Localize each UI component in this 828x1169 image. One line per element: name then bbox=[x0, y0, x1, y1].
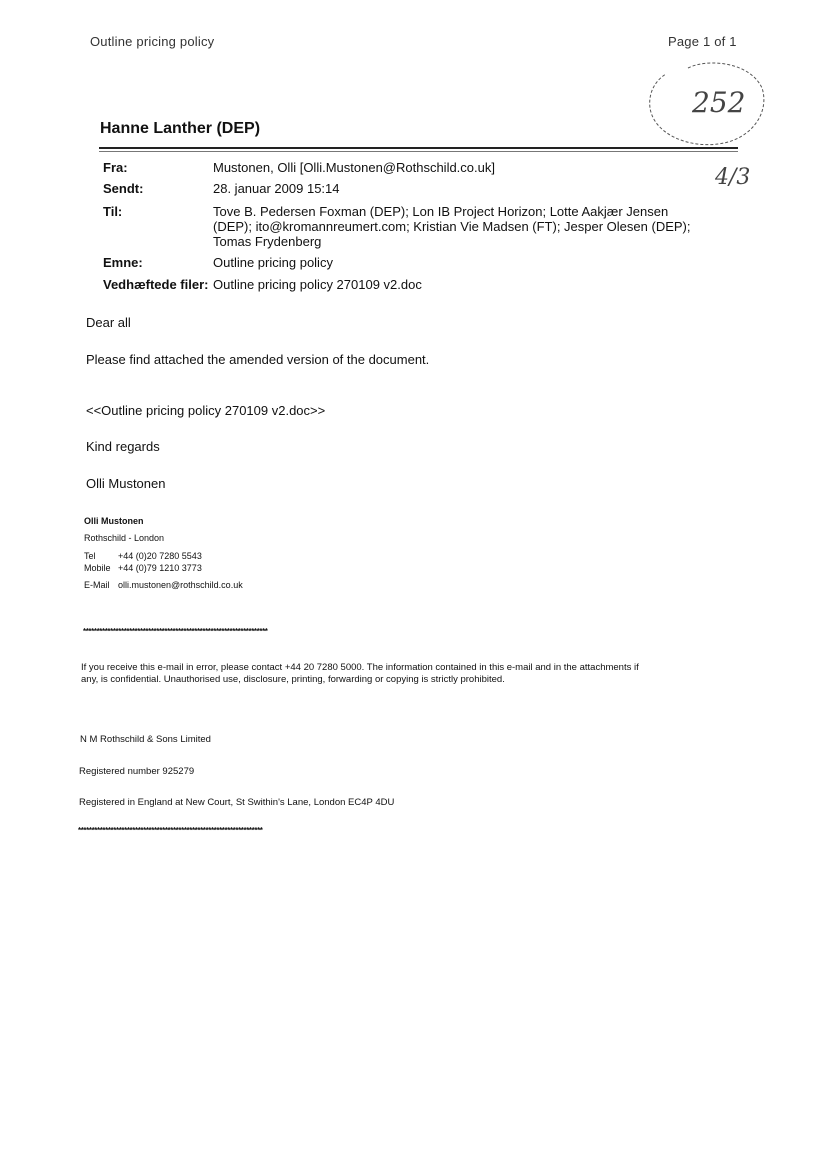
signature-tel bbox=[84, 551, 202, 561]
to-line-1: Tove B. Pedersen Foxman (DEP); Lon IB Project Horizon; Lotte Aakjær Jensen bbox=[213, 204, 669, 219]
registered-address: Registered in England at New Court, St Swithin's Lane, London EC4P 4DU bbox=[79, 797, 395, 808]
to-line-3: Tomas Frydenberg bbox=[213, 234, 322, 249]
separator-top: ******************************************************************** bbox=[83, 627, 268, 636]
signature-email bbox=[84, 580, 243, 590]
signature-email-label: E-Mail bbox=[84, 580, 110, 590]
page-header-title: Outline pricing policy bbox=[90, 34, 215, 49]
separator-bottom: ******************************************************************** bbox=[78, 826, 263, 835]
attachments-value: Outline pricing policy 270109 v2.doc bbox=[213, 277, 422, 292]
signature-mobile-value: +44 (0)79 1210 3773 bbox=[118, 563, 202, 573]
handwritten-stamp bbox=[648, 60, 766, 150]
subject-label: Emne: bbox=[103, 255, 143, 270]
signature-tel-value: +44 (0)20 7280 5543 bbox=[118, 551, 202, 561]
to-line-2: (DEP); ito@kromannreumert.com; Kristian Vie Madsen (FT); Jesper Olesen (DEP); bbox=[213, 219, 691, 234]
sent-value: 28. januar 2009 15:14 bbox=[213, 181, 340, 196]
body-attachment-ref: <<Outline pricing policy 270109 v2.doc>> bbox=[86, 403, 326, 418]
heading-divider bbox=[99, 147, 738, 149]
sent-label: Sendt: bbox=[103, 181, 144, 196]
body-closing: Kind regards bbox=[86, 439, 160, 454]
signature-mobile-label: Mobile bbox=[84, 563, 111, 573]
subject-value: Outline pricing policy bbox=[213, 255, 333, 270]
from-value: Mustonen, Olli [Olli.Mustonen@Rothschild.co.uk] bbox=[213, 160, 495, 175]
stamp-number: 252 bbox=[692, 86, 746, 119]
disclaimer-line-1: If you receive this e-mail in error, please contact +44 20 7280 5000. The information contained in this e-mail and in the attachments if bbox=[81, 662, 639, 673]
from-label: Fra: bbox=[103, 160, 128, 175]
company-name: N M Rothschild & Sons Limited bbox=[80, 734, 211, 745]
signature-mobile bbox=[84, 563, 202, 573]
attachments-label: Vedhæftede filer: bbox=[103, 277, 209, 292]
folio-mark: 4/3 bbox=[715, 165, 751, 190]
to-label: Til: bbox=[103, 204, 123, 219]
signature-email-value: olli.mustonen@rothschild.co.uk bbox=[118, 580, 243, 590]
handwritten-folio bbox=[713, 158, 759, 194]
page-header-page-number: Page 1 of 1 bbox=[668, 34, 737, 49]
body-paragraph: Please find attached the amended version of the document. bbox=[86, 352, 430, 367]
signature-tel-label: Tel bbox=[84, 551, 96, 561]
body-sender: Olli Mustonen bbox=[86, 476, 166, 491]
disclaimer-line-2: any, is confidential. Unauthorised use, disclosure, printing, forwarding or copying is strictly prohibited. bbox=[81, 674, 505, 685]
stamp-circle-icon bbox=[648, 60, 766, 150]
author-heading: Hanne Lanther (DEP) bbox=[100, 120, 261, 137]
body-greeting: Dear all bbox=[86, 315, 131, 330]
heading-divider-thin bbox=[99, 151, 738, 152]
signature-name: Olli Mustonen bbox=[84, 516, 144, 526]
signature-company: Rothschild - London bbox=[84, 533, 165, 543]
registered-number: Registered number 925279 bbox=[79, 766, 195, 777]
